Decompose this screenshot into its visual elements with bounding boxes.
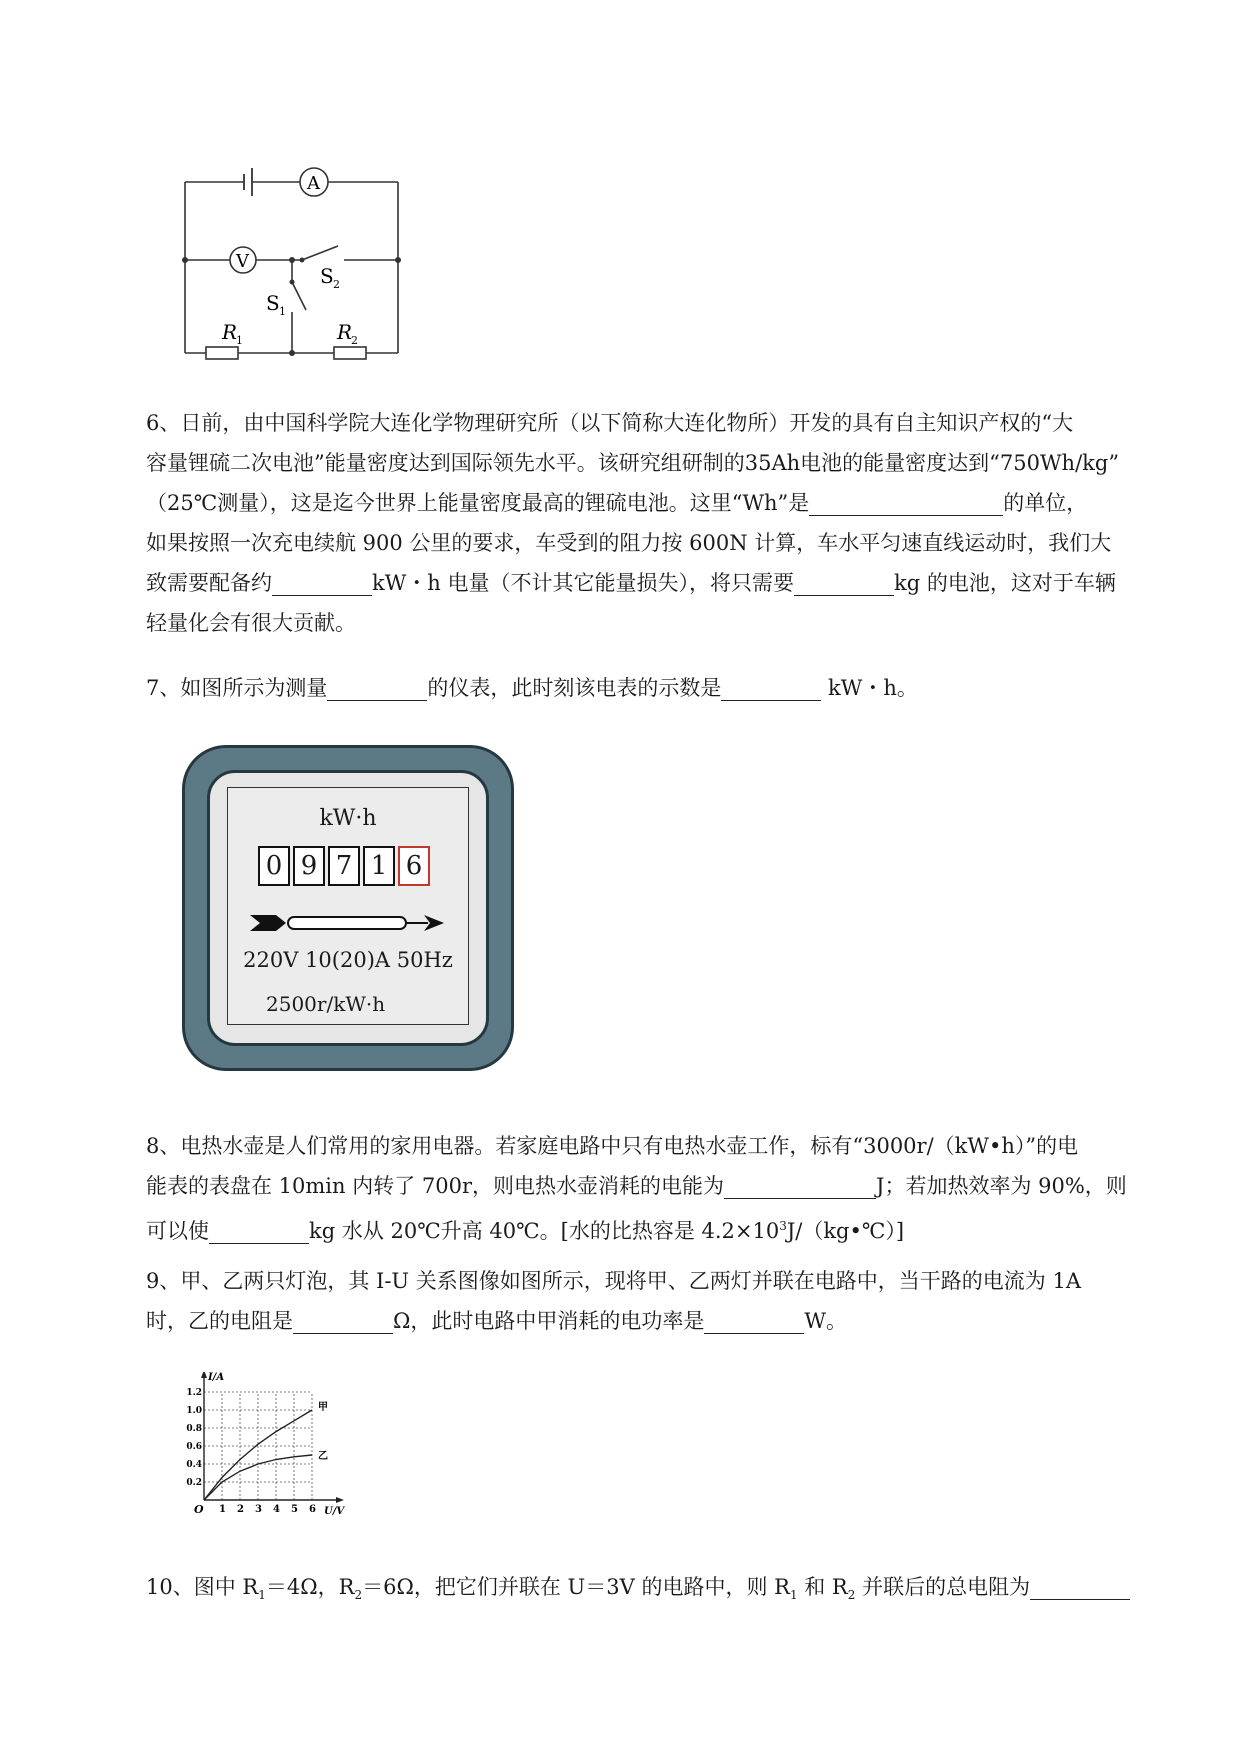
q6-line-3 [146,483,1156,523]
x-tick-label-3: 3 [255,1504,262,1515]
question-8 [146,1126,1156,1251]
q8-blank-1[interactable] [724,1172,876,1199]
origin-label: O [194,1503,204,1516]
q6-line-4: 如果按照一次充电续航 900 公里的要求，车受到的阻力按 600N 计算，车水平匀速直线运动时，我们大 [146,531,1112,555]
resistor-r2-subscript: 2 [351,334,358,347]
y-tick-label-4: 0.8 [186,1424,202,1434]
q8-line-1: 8、电热水壶是人们常用的家用电器。若家庭电路中只有电热水壶工作，标有“3000r/（kW•h）”的电 [146,1134,1079,1158]
q6-line-5 [146,563,1156,603]
q6-blank-3[interactable] [794,569,894,596]
q9-line-2-mid: Ω，此时电路中甲消耗的电功率是 [393,1309,705,1333]
q9-line-1: 9、甲、乙两只灯泡，其 I-U 关系图像如图所示，现将甲、乙两灯并联在电路中，当干路的电流为 1A [146,1269,1081,1293]
meter-face [207,770,489,1046]
chart-labels [186,1372,345,1517]
x-tick-label-1: 1 [219,1504,226,1515]
q9-blank-1[interactable] [293,1307,393,1334]
q9-line-2-tail: W。 [804,1309,848,1333]
q9-blank-2[interactable] [704,1307,804,1334]
switch-s2-subscript: 2 [333,278,340,291]
ammeter-label: A [307,173,320,194]
q6-line-2: 容量锂硫二次电池”能量密度达到国际领先水平。该研究组研制的35Ah电池的能量密度达到“750Wh/kg” [146,451,1120,475]
q10-text-d: 和 R [797,1575,848,1599]
q8-line-2-tail: J；若加热效率为 90%，则 [876,1174,1127,1198]
q6-line-3-text: （25℃测量），这是迄今世界上能量密度最高的锂硫电池。这里“Wh”是 [146,491,810,515]
q8-line-3-tail: J/（kg•℃）] [786,1219,905,1243]
y-tick-label-5: 1.0 [186,1406,202,1416]
x-tick-label-2: 2 [237,1504,244,1515]
q7-blank-1[interactable] [327,674,427,701]
q7-text-c: kW・h。 [821,676,918,700]
q8-line-2-text: 能表的表盘在 10min 内转了 700r，则电热水壶消耗的电能为 [146,1174,725,1198]
q10-sub-2: 2 [354,1588,363,1603]
circuit-diagram [170,160,410,365]
series-label-2: 乙 [318,1451,328,1462]
switch-s1-label: S [266,291,280,315]
voltmeter-label: V [236,251,249,272]
resistor-r1-subscript: 1 [236,334,243,347]
meter-rating: 220V 10(20)A 50Hz [243,948,453,972]
q7-line-1 [146,668,1156,708]
x-axis-label: U/V [324,1506,345,1517]
meter-digit-3: 7 [328,846,360,886]
q10-sub-3: 1 [789,1588,798,1603]
q10-text-a: 10、图中 R [146,1575,259,1599]
meter-unit: kW·h [319,806,377,831]
switch-s1-subscript: 1 [279,305,286,318]
q10-text-e: 并联后的总电阻为 [855,1575,1031,1599]
q9-line-2-text: 时，乙的电阻是 [146,1309,293,1333]
q10-text-c: ＝6Ω，把它们并联在 U＝3V 的电路中，则 R [362,1575,790,1599]
q6-line-5-text: 致需要配备约 [146,571,272,595]
q8-line-3-text: 可以使 [146,1219,209,1243]
meter-panel [227,787,469,1025]
iu-chart [180,1372,380,1522]
q6-blank-1[interactable] [809,489,1003,516]
q8-line-3-mid: kg 水从 20℃升高 40℃。[水的比热容是 4.2×10 [309,1219,780,1243]
y-axis-label: I/A [208,1372,225,1383]
meter-digit-counter [258,846,430,886]
y-axis-arrow [201,1372,207,1378]
q8-blank-2[interactable] [209,1217,309,1244]
electric-meter [182,745,514,1071]
series-line-2 [204,1455,312,1500]
question-10 [146,1567,1156,1615]
meter-rotor-arrow-icon [250,910,450,936]
q10-text-b: ＝4Ω，R [265,1575,355,1599]
x-axis-arrow [336,1497,344,1503]
x-tick-label-5: 5 [291,1504,298,1515]
q6-line-6: 轻量化会有很大贡献。 [146,611,356,635]
q7-text-a: 7、如图所示为测量 [146,676,328,700]
meter-constant: 2500r/kW·h [266,992,386,1016]
q10-blank-1[interactable] [1030,1573,1130,1600]
y-tick-label-6: 1.2 [186,1388,202,1398]
q6-blank-2[interactable] [272,569,372,596]
meter-digit-5: 6 [398,846,430,886]
q10-line-1 [146,1567,1156,1615]
series-label-1: 甲 [318,1402,328,1413]
q6-line-5-mid: kW・h 电量（不计其它能量损失），将只需要 [372,571,795,595]
question-7 [146,668,1156,708]
resistor-r1-label: R [222,320,238,344]
resistor-r2-label: R [337,320,353,344]
q6-line-5-tail: kg 的电池，这对于车辆 [894,571,1116,595]
meter-digit-1: 0 [258,846,290,886]
y-tick-label-3: 0.6 [186,1442,202,1452]
q9-line-2 [146,1301,1156,1341]
meter-digit-2: 9 [293,846,325,886]
q10-sub-1: 1 [258,1588,266,1603]
q8-line-3 [146,1206,1156,1251]
question-6 [146,403,1156,643]
x-tick-label-4: 4 [273,1504,280,1515]
question-9 [146,1261,1156,1341]
q6-line-3-tail: 的单位， [1003,491,1088,515]
y-tick-label-2: 0.4 [186,1460,202,1470]
x-tick-label-6: 6 [309,1504,316,1515]
switch-s2-label: S [320,264,334,288]
q8-line-2 [146,1166,1156,1206]
q6-line-1: 6、日前，由中国科学院大连化学物理研究所（以下简称大连化物所）开发的具有自主知识产权的“大 [146,411,1074,435]
q8-superscript: 3 [779,1219,787,1233]
q10-sub-4: 2 [847,1588,856,1603]
q7-blank-2[interactable] [721,674,821,701]
meter-digit-4: 1 [363,846,395,886]
q7-text-b: 的仪表，此时刻该电表的示数是 [427,676,722,700]
y-tick-label-1: 0.2 [186,1478,202,1488]
